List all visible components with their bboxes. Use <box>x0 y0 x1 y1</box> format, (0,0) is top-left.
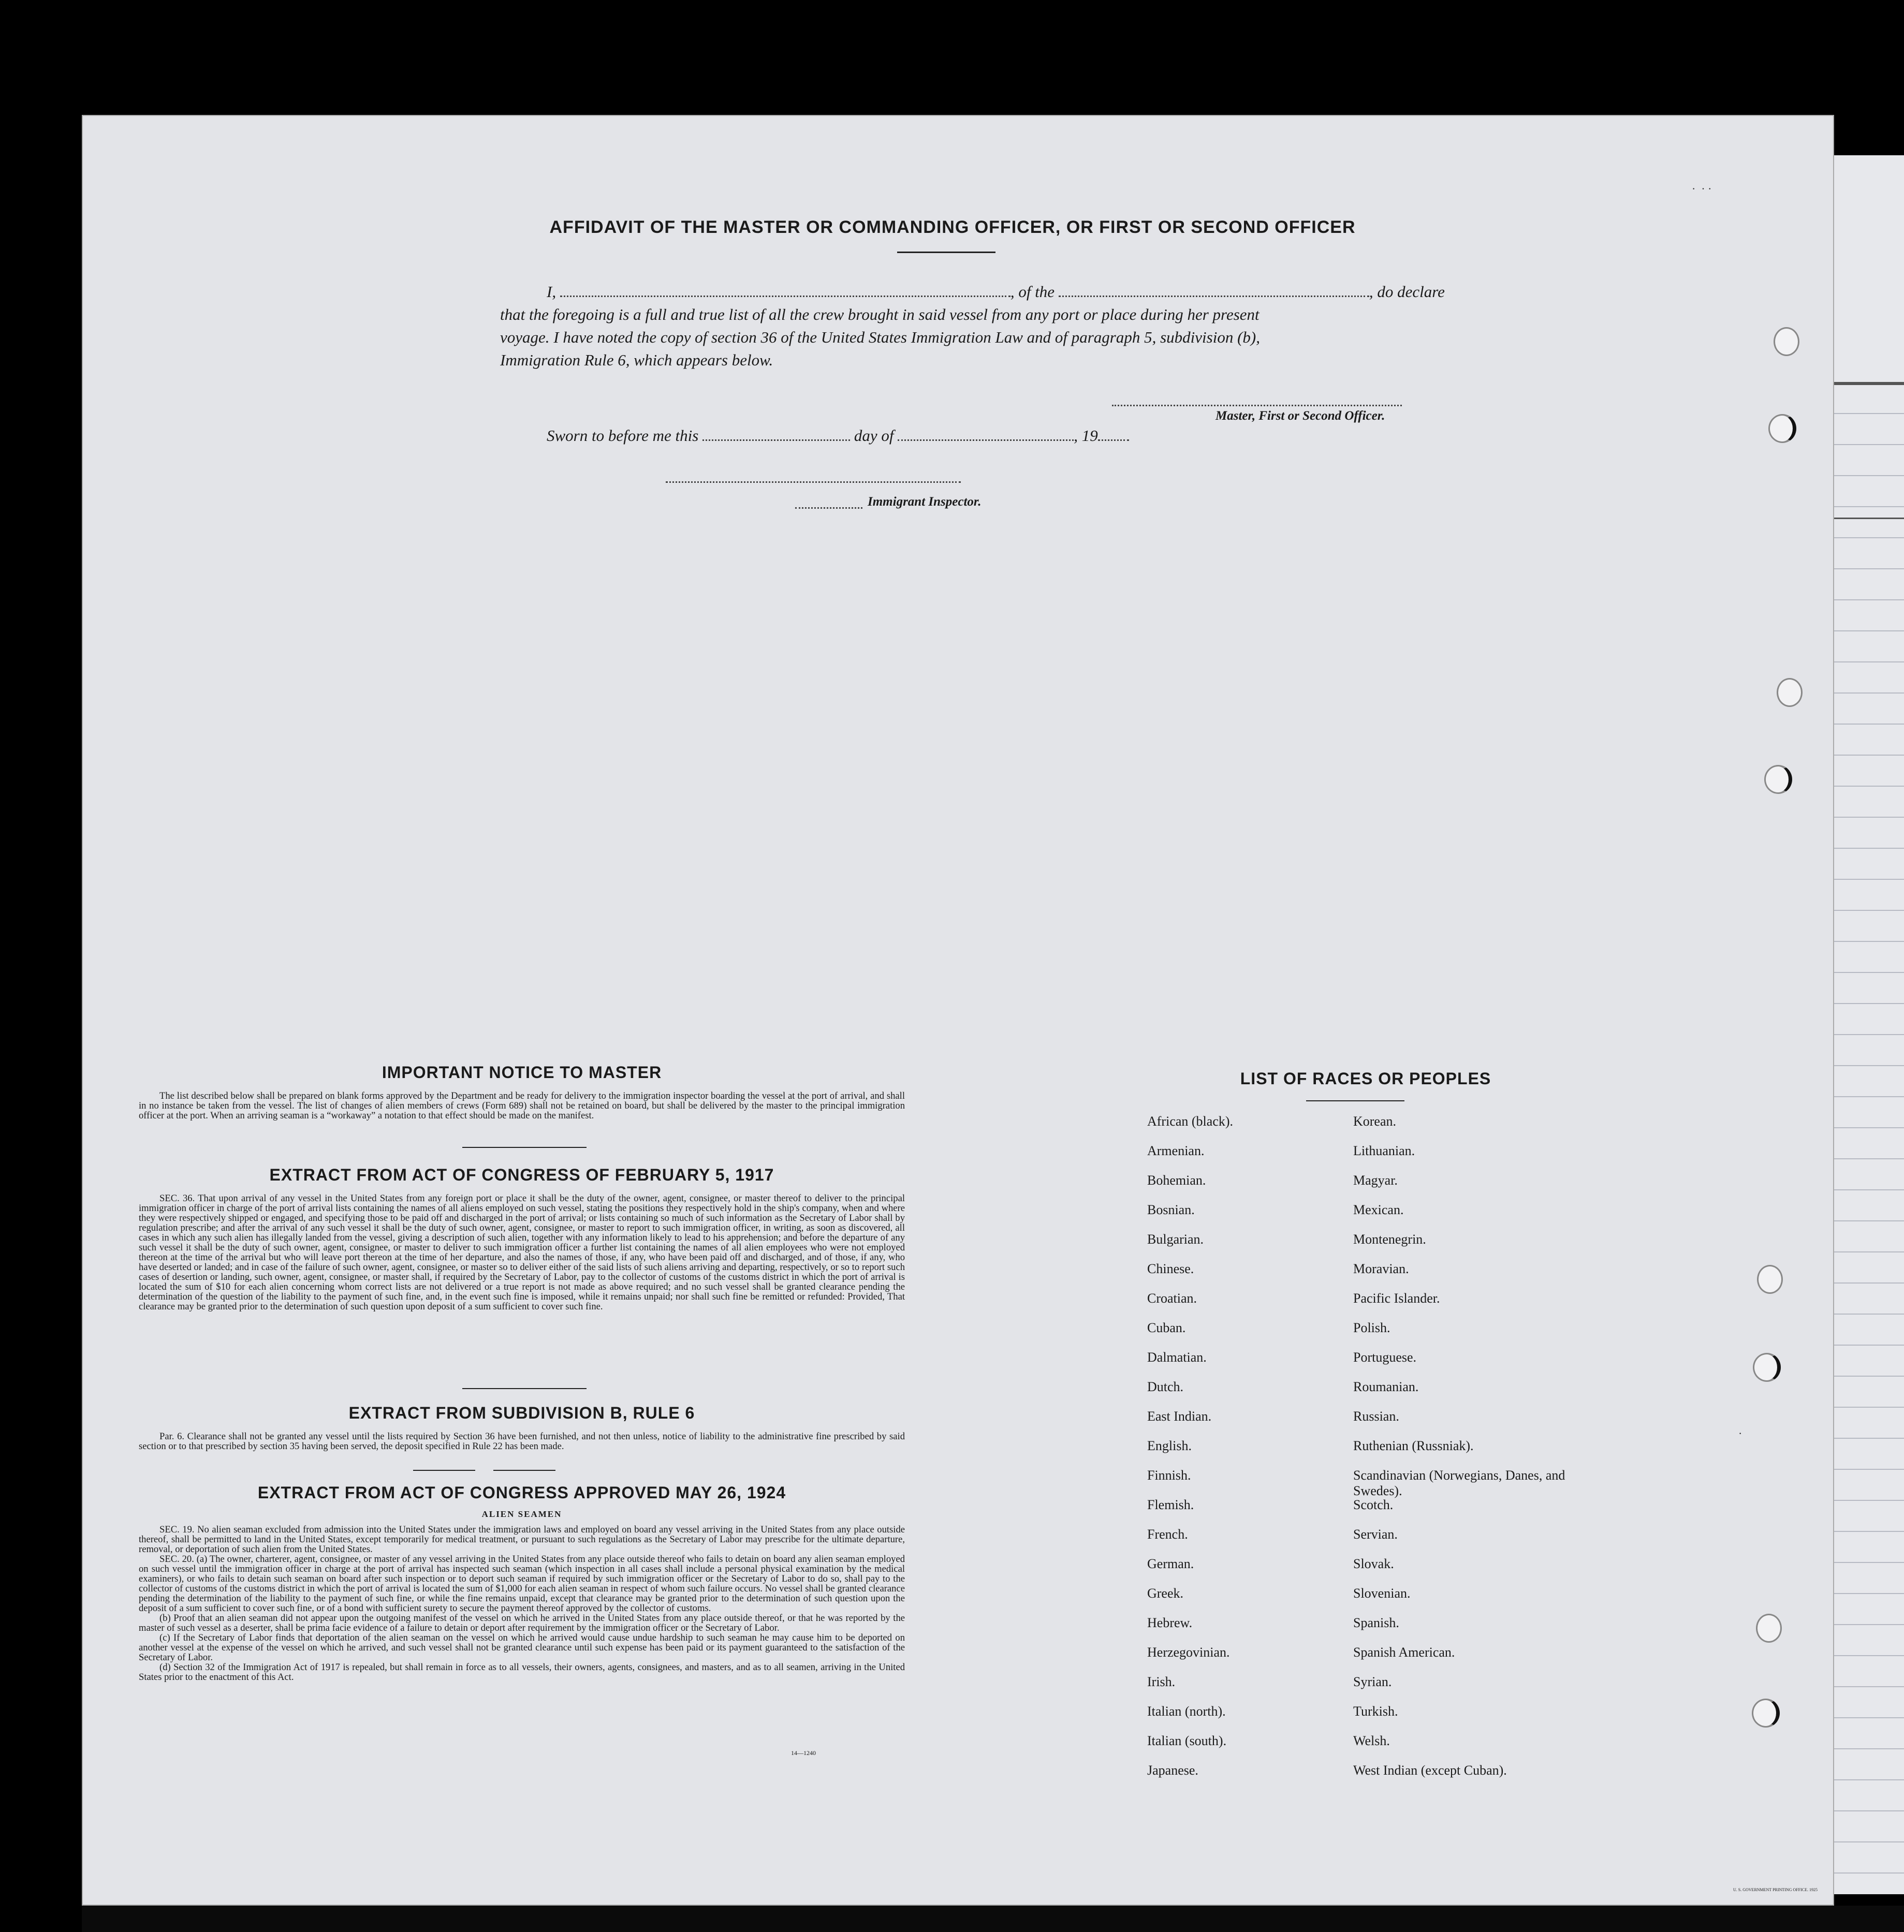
races-right-column <box>1353 1114 1571 1792</box>
races-left-column <box>1147 1114 1354 1792</box>
binder-hole <box>1774 327 1799 356</box>
binder-hole <box>1757 1265 1783 1294</box>
act1924-sec20b: (b) Proof that an alien seaman did not appear upon the outgoing manifest of the vessel on which he arrived in the United States from any place outside thereof, or that he was reported by the master of such vessel as a deserter, shall be prima facie evidence of a failure to detain or deport after requirement by the immigration officer or the Secretary of Labor. <box>139 1613 905 1633</box>
act1924-subhead: ALIEN SEAMEN <box>481 1509 562 1519</box>
race-item: Russian. <box>1353 1409 1399 1424</box>
title-rule <box>897 252 995 253</box>
race-item: Scotch. <box>1353 1497 1394 1512</box>
stray-mark: · <box>1738 1427 1742 1440</box>
act1924-sec19: SEC. 19. No alien seaman excluded from admission into the United States under the immigration laws and employed on board any vessel arriving in the United States from any place outside thereof, shall be permitted to land in the United States, except temporarily for medical treatment, or pursuant to such regulations as the Secretary of Labor may prescribe for the ultimate departure, removal, or deportation of such alien from the United States. <box>139 1524 905 1555</box>
binder-hole <box>1752 1699 1780 1728</box>
act1917-body <box>139 1193 905 1311</box>
inspector-caption: Immigrant Inspector. <box>868 495 982 509</box>
inspector-signature-line[interactable] <box>666 481 961 483</box>
race-item: Cuban. <box>1147 1320 1186 1335</box>
race-item: Servian. <box>1353 1527 1398 1542</box>
race-item: Slovak. <box>1353 1556 1394 1571</box>
decl-line-3: voyage. I have noted the copy of section 36 of the United States Immigration Law and of paragraph 5, subdivision (b), <box>500 328 1260 346</box>
scan-edge <box>82 1906 1904 1932</box>
race-item: French. <box>1147 1527 1188 1542</box>
notice-body <box>139 1091 905 1120</box>
decl-do-declare: , do declare <box>1369 283 1445 301</box>
race-item: English. <box>1147 1438 1192 1453</box>
act1924-sec20c: (c) If the Secretary of Labor finds that deportation of the alien seaman on the vessel on which he arrived would cause undue hardship to such seaman he may cause him to be deported on another vessel at the expense of the vessel on which he arrived, and such vessel shall not be granted clearance until such expense has been paid or its payment guaranteed to the satisfaction of the Secretary of Labor. <box>139 1632 905 1663</box>
act1917-rule <box>462 1388 587 1389</box>
decl-of-the: , of the <box>1010 283 1055 301</box>
rule6-title: EXTRACT FROM SUBDIVISION B, RULE 6 <box>348 1404 695 1422</box>
race-item: Pacific Islander. <box>1353 1291 1440 1306</box>
sworn-text: Sworn to before me this <box>547 426 699 445</box>
race-item: Mexican. <box>1353 1202 1404 1217</box>
race-item: Japanese. <box>1147 1763 1198 1778</box>
race-item: Montenegrin. <box>1353 1232 1426 1247</box>
stray-mark: · · · <box>1692 182 1712 195</box>
inspector-short-line <box>795 507 862 509</box>
notice-rule <box>462 1147 587 1148</box>
race-item: Lithuanian. <box>1353 1143 1415 1158</box>
decl-line-4: Immigration Rule 6, which appears below. <box>500 351 773 369</box>
binder-hole <box>1756 1614 1782 1643</box>
race-item: Scandinavian (Norwegians, Danes, and Swedes). <box>1353 1468 1565 1498</box>
race-item: Italian (north). <box>1147 1704 1226 1719</box>
race-item: Croatian. <box>1147 1291 1197 1306</box>
race-item: Spanish. <box>1353 1615 1399 1630</box>
declaration <box>500 281 1525 372</box>
sworn-year-prefix: , 19 <box>1074 426 1098 445</box>
race-item: Hebrew. <box>1147 1615 1193 1630</box>
notice-title: IMPORTANT NOTICE TO MASTER <box>382 1063 662 1082</box>
race-item: Dalmatian. <box>1147 1350 1207 1365</box>
sworn-month-field[interactable] <box>898 426 1074 441</box>
act1924-title: EXTRACT FROM ACT OF CONGRESS APPROVED MAY 26, 1924 <box>257 1483 786 1502</box>
race-item: Spanish American. <box>1353 1645 1455 1660</box>
master-signature-line[interactable] <box>1112 405 1402 406</box>
race-item: African (black). <box>1147 1114 1234 1129</box>
printer-imprint: U. S. GOVERNMENT PRINTING OFFICE. 1925 <box>1733 1887 1818 1892</box>
race-item: Armenian. <box>1147 1143 1205 1158</box>
race-item: West Indian (except Cuban). <box>1353 1763 1507 1778</box>
form-number: 14—1240 <box>791 1749 816 1757</box>
race-item: Welsh. <box>1353 1733 1390 1748</box>
race-item: Syrian. <box>1353 1674 1392 1689</box>
race-item: Italian (south). <box>1147 1733 1227 1748</box>
race-item: Finnish. <box>1147 1468 1191 1483</box>
act1924-sec20a: SEC. 20. (a) The owner, charterer, agent, consignee, or master of any vessel arriving in the United States from any place outside thereof who fails to detain on board any alien seaman employed on such vessel until the immigration officer in charge at the port of arrival has inspected such seaman (which inspection in all cases shall include a personal physical examination by the medical examiners), or who fails to detain such seaman on board after such inspection or to deport such seaman if required by such immigration officer or the Secretary of Labor to do so, shall pay to the collector of customs of the customs district in which the port of arrival is located the sum of $1,000 for each alien seaman in respect of whom such failure occurs. No vessel shall be granted clearance pending the determination of the liability to the payment of such fine, or while the fine remains unpaid, except that clearance may be granted prior to the determination of such question upon the deposit of a sum sufficient to cover such fine, or of a bond with sufficient surety to secure the payment thereof approved by the collector of customs. <box>139 1554 905 1614</box>
race-item: German. <box>1147 1556 1194 1571</box>
race-item: Greek. <box>1147 1586 1184 1601</box>
race-item: Turkish. <box>1353 1704 1398 1719</box>
notice-paragraph: The list described below shall be prepared on blank forms approved by the Department and be ready for delivery to the immigration inspector boarding the vessel at the port of arrival, and shall in no instance be taken from the vessel. The list of changes of alien members of crews (Form 689) shall not be retained on board, but shall be delivered by the master to the principal immigration officer at the port. When an arriving seaman is a “workaway” a notation to that effect should be made on the manifest. <box>139 1090 905 1121</box>
sworn-line <box>500 424 1225 447</box>
race-item: Portuguese. <box>1353 1350 1417 1365</box>
race-item: Magyar. <box>1353 1173 1398 1188</box>
act1917-paragraph: SEC. 36. That upon arrival of any vessel in the United States from any foreign port or place it shall be the duty of the owner, agent, consignee, or master thereof to deliver to the principal immigration officer in charge of the port of arrival lists containing the names of all aliens employed on such vessel, stating the positions they respectively hold in the ship's company, when and where they were respectively shipped or engaged, and specifying those to be paid off and discharged in the port of arrival; or lists containing so much of such information as the Secretary of Labor shall by regulation prescribe; and after the arrival of any such vessel it shall be the duty of such owner, agent, consignee, or master to report to such immigration officer, in writing, as soon as discovered, all cases in which any such alien has illegally landed from the vessel, giving a description of such alien, together with any information likely to lead to his apprehension; and before the departure of any such vessel it shall be the duty of such owner, agent, consignee, or master to deliver to such immigration officer a further list containing the names of all alien employees who were not employed thereon at the time of the arrival but who will leave port thereon at the time of her departure, and also the names of those, if any, who have been paid off and discharged, and of those, if any, who have deserted or landed; and in case of the failure of such owner, agent, consignee, or master so to deliver either of the said lists of such aliens arriving and departing, respectively, or so to report such cases of desertion or landing, such owner, agent, consignee, or master shall, if required by the Secretary of Labor, pay to the collector of customs of the customs district in which the port of arrival is located the sum of $10 for each alien concerning whom correct lists are not delivered or a true report is not made as above required; and no such vessel shall be granted clearance pending the determination of the question of the liability to the payment of such fine, and, in the event such fine is imposed, while it remains unpaid; nor shall such fine be remitted or refunded: Provided, That clearance may be granted prior to the determination of such question upon deposit of a sum sufficient to cover such fine. <box>139 1193 905 1312</box>
race-item: Flemish. <box>1147 1497 1194 1512</box>
binder-hole <box>1753 1353 1781 1382</box>
underlying-ruled-lines <box>1830 383 1904 1884</box>
race-item: Irish. <box>1147 1674 1176 1689</box>
race-item: Ruthenian (Russniak). <box>1353 1438 1474 1453</box>
act1924-body <box>139 1525 905 1682</box>
race-item: Dutch. <box>1147 1379 1184 1394</box>
race-item: Moravian. <box>1353 1261 1409 1276</box>
races-rule <box>1306 1100 1404 1101</box>
underlying-rule <box>1833 518 1904 519</box>
race-item: Slovenian. <box>1353 1586 1411 1601</box>
binder-hole <box>1777 678 1803 707</box>
race-item: Polish. <box>1353 1320 1390 1335</box>
races-title: LIST OF RACES OR PEOPLES <box>1240 1069 1491 1088</box>
act1917-title: EXTRACT FROM ACT OF CONGRESS OF FEBRUARY 5, 1917 <box>269 1166 774 1184</box>
race-item: East Indian. <box>1147 1409 1212 1424</box>
rule6-body <box>139 1432 905 1451</box>
master-caption: Master, First or Second Officer. <box>1215 409 1385 423</box>
underlying-rule <box>1833 382 1904 385</box>
binder-hole <box>1768 414 1796 443</box>
race-item: Korean. <box>1353 1114 1397 1129</box>
sworn-day-of: day of <box>854 426 894 445</box>
affidavit-title: AFFIDAVIT OF THE MASTER OR COMMANDING OFFICER, OR FIRST OR SECOND OFFICER <box>549 217 1356 237</box>
race-item: Chinese. <box>1147 1261 1194 1276</box>
rule6-rule-right <box>493 1470 555 1471</box>
act1924-sec20d: (d) Section 32 of the Immigration Act of 1917 is repealed, but shall remain in force as to all vessels, their owners, agents, consignees, and masters, and as to all seamen, arriving in the United States prior to the enactment of this Act. <box>139 1662 905 1683</box>
race-item: Roumanian. <box>1353 1379 1419 1394</box>
sworn-year-field[interactable] <box>1098 426 1129 441</box>
race-item: Bulgarian. <box>1147 1232 1204 1247</box>
binder-hole <box>1764 765 1792 794</box>
race-item: Bohemian. <box>1147 1173 1206 1188</box>
sworn-day-field[interactable] <box>702 426 850 441</box>
race-item: Herzegovinian. <box>1147 1645 1230 1660</box>
form-sheet <box>82 115 1834 1906</box>
decl-line-2: that the foregoing is a full and true list of all the crew brought in said vessel from any port or place during her present <box>500 305 1259 323</box>
master-name-field[interactable] <box>560 282 1010 297</box>
decl-i: I, <box>547 283 556 301</box>
rule6-paragraph: Par. 6. Clearance shall not be granted any vessel until the lists required by Section 36 have been furnished, and not then unless, notice of liability to the administrative fine prescribed by said section or to that prescribed by section 35 having been served, the deposit specified in Rule 22 has been made. <box>139 1431 905 1452</box>
race-item: Bosnian. <box>1147 1202 1195 1217</box>
rule6-rule-left <box>413 1470 475 1471</box>
vessel-name-field[interactable] <box>1059 282 1369 297</box>
